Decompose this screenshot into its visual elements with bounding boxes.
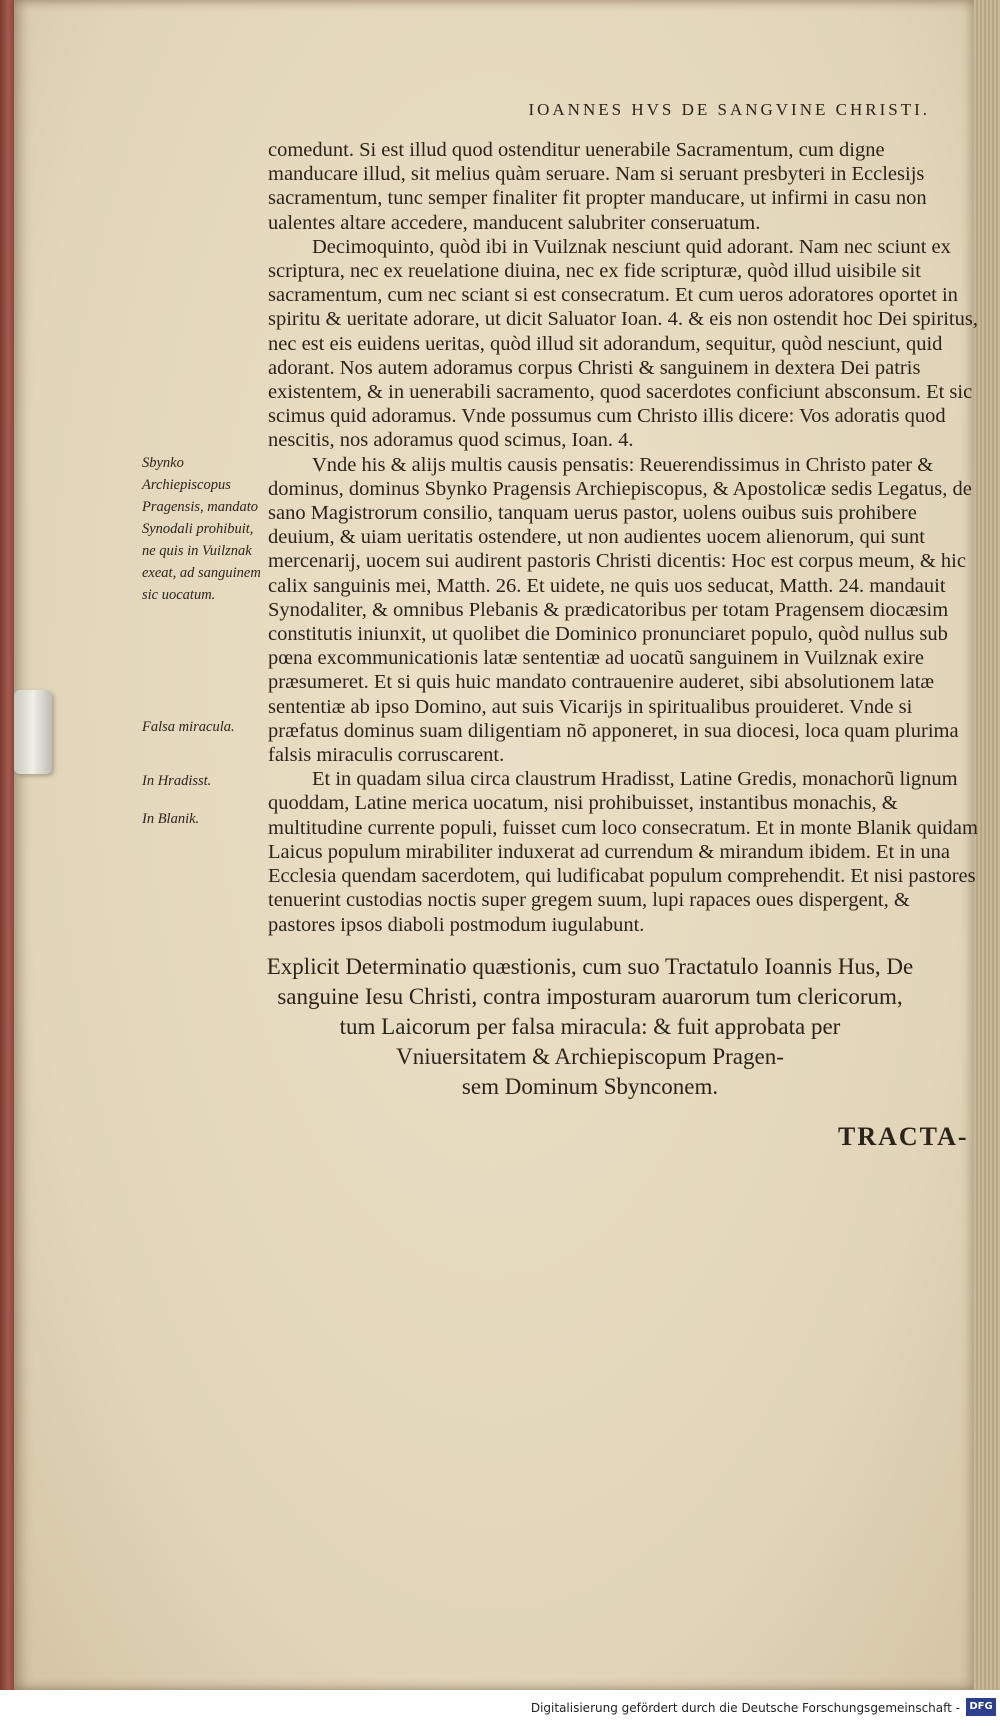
margin-note-hradisst: In Hradisst. (142, 773, 212, 789)
book-binding (0, 0, 14, 1726)
explicit-line: sem Dominum Sbynconem. (461, 1074, 719, 1099)
explicit-line: sanguine Iesu Christi, contra imposturam auarorum tum clericorum, (277, 984, 903, 1009)
paragraph-1: comedunt. Si est illud quod ostenditur uenerabile Sacramentum, cum digne manducare illud, sit melius quàm seruare. Nam si seruant presbyteri in Ecclesijs sacramentum, tunc semper finaliter fit propter manducare, ut infirmi in casu non ualentes altare accedere, manducent salubriter conseruatum. (268, 139, 927, 234)
paragraph-4: Et in quadam silua circa claustrum Hradisst, Latine Gredis, monachorũ lignum quoddam, Latine merica uocatum, nisi prohibuisset, instantibus monachis, & multitudine currente populi, fuisset cum loco consecratum. Et in monte Blanik quidam Laicus populum mirabiliter induxerat ad currendum & mirandum ibidem. Et in una Ecclesia quendam sacerdotem, qui ludificabat populum comprehendit. Et nisi pastores tenuerint custodias noctis super gregem suum, lupi rapaces oues dispergent, & pastores ipsos diaboli postmodum iugulabunt. (268, 768, 978, 936)
explicit-line: Vniuersitatem & Archiepiscopum Pragen- (396, 1044, 784, 1069)
explicit-line: tum Laicorum per falsa miracula: & fuit approbata per (339, 1014, 841, 1039)
dfg-logo: DFG (966, 1698, 996, 1716)
explicit-line: Explicit Determinatio quæstionis, cum suo Tractatulo Ioannis Hus, De (266, 954, 914, 979)
paragraph-3: Vnde his & alijs multis causis pensatis: Reuerendissimus in Christo pater & dominus, dominus Sbynko Pragensis Archiepiscopus, & Apostolicæ sedis Legatus, de sano Magistrorum consilio, tanquam uerus pastor, uolens ouibus suis prohibere deuium, & uiam ueritatis ostendere, ut non audientes uocem alienorum, qui sunt mercenarij, uocem sui audirent pastoris Christi dicentis: Hoc est corpus meum, & hic calix sanguinis mei, Matth. 26. Et uidete, ne quis uos seducat, Matth. 24. mandauit Synodaliter, & omnibus Plebanis & prædicatoribus per totam Pragensem diocæsim constitutis iniunxit, ut quolibet die Dominico pronunciaret populo, quòd nullus sub pœna excommunicationis latæ sententiæ ad uocatũ sanguinem in Vuilznak exire præsumeret. Et si quis huic mandato contrauenire auderet, sibi absolutionem latæ sententiæ ab ipso Domino, aut suis Vicarijs in spiritualibus prouideret. Vnde si præfatus dominus suam diligentiam nõ apponeret, in sua diocesi, loca quam plurima falsis miraculis corruscarent. (268, 453, 972, 767)
catchword: TRACTA- (838, 1122, 969, 1151)
digitization-footer (0, 1690, 1000, 1726)
clasp-strap (14, 690, 52, 774)
paragraph-2: Decimoquinto, quòd ibi in Vuilznak nesciunt quid adorant. Nam nec sciunt ex scriptura, nec ex reuelatione diuina, nec ex fide scripturæ, quòd illud uisibile sit sacramentum, cum nec sciant si est consecratum. Et cum ueros adoratores oportet in spiritu & ueritate adorare, ut dicit Saluator Ioan. 4. & eis non ostendit hoc Dei spiritus, nec est eis euidens ueritas, quòd illud sit adorandum, sequitur, quòd nesciunt, quid adorant. Nos autem adoramus corpus Christi & sanguinem in dextera Dei patris existentem, & in uenerabili sacramento, quod sacerdotes conficiunt absconsum. Et sic scimus quid adoramus. Vnde possumus cum Christo illis dicere: Vos adoratis quod nescitis, nos adoramus quod scimus, Ioan. 4. (268, 235, 978, 452)
main-text-block (268, 138, 978, 937)
margin-note-blanik: In Blanik. (142, 811, 200, 827)
margin-note-falsa-miracula: Falsa miracula. (142, 719, 235, 735)
running-header: IOANNES HVS DE SANGVINE CHRISTI. (528, 100, 930, 119)
margin-note-sbynko: Sbynko Archiepiscopus Pragensis, mandato Synodali prohibuit, ne quis in Vuilznak exeat, ad sanguinem sic uocatum. (142, 455, 261, 603)
footer-credit: Digitalisierung gefördert durch die Deutsche Forschungsgemeinschaft - (530, 1701, 960, 1715)
explicit-colophon (240, 952, 940, 1102)
